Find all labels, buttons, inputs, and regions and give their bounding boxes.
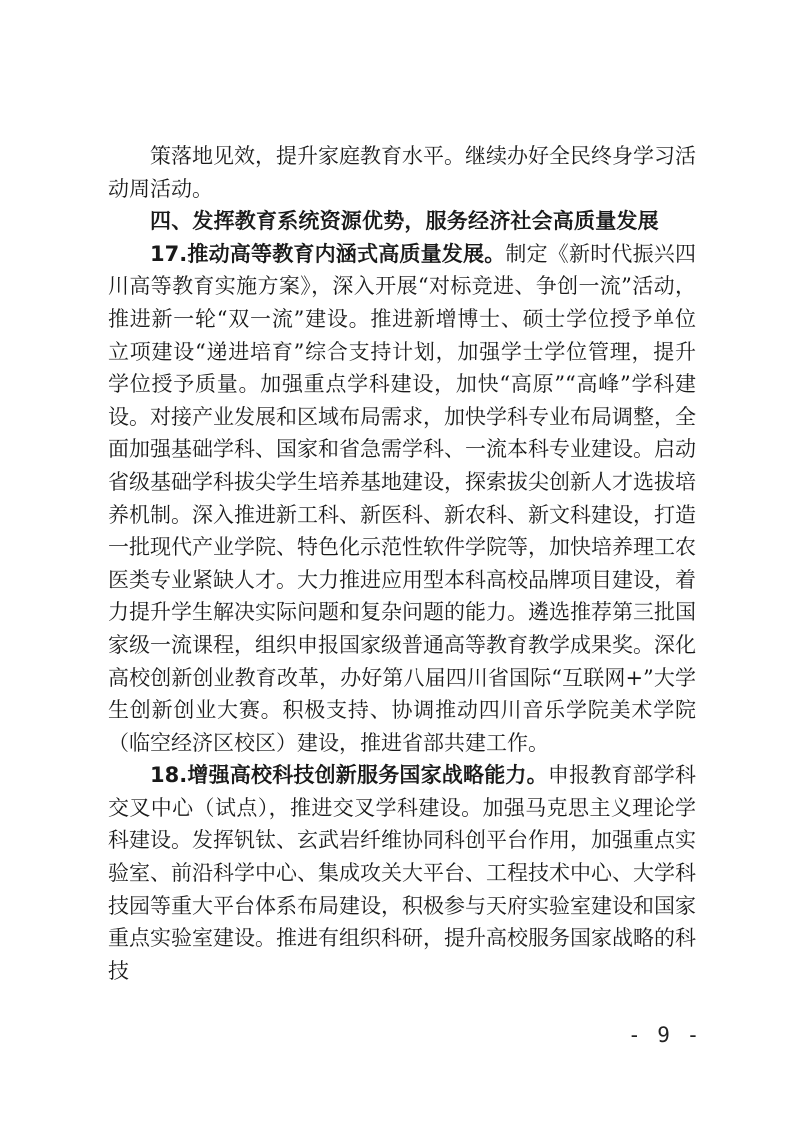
item-17-text: 制定《新时代振兴四川高等教育实施方案》，深入开展“对标竞进、争创一流”活动，推进新一轮“双一流”建设。推进新增博士、硕士学位授予单位立项建设“递进培育”综合支持计划，加强学士学位管理，提升学位授予质量。加强重点学科建设，加快“高原”“高峰”学科建设。对接产业发展和区域布局需求，加快学科专业布局调整，全面加强基础学科、国家和省急需学科、一流本科专业建设。启动省级基础学科拔尖学生培养基地建设，探索拔尖创新人才选拔培养机制。深入推进新工科、新医科、新农科、新文科建设，打造一批现代产业学院、特色化示范性软件学院等，加快培养理工农医类专业紧缺人才。大力推进应用型本科高校品牌项目建设，着力提升学生解决实际问题和复杂问题的能力。遴选推荐第三批国家级一流课程，组织申报国家级普通高等教育教学成果奖。深化高校创新创业教育改革，办好第八届四川省国际“互联网+”大学生创新创业大赛。积极支持、协调推动四川音乐学院美术学院（临空经济区校区）建设，推进省部共建工作。 [108,241,697,755]
section-heading: 四、发挥教育系统资源优势，服务经济社会高质量发展 [150,209,659,234]
item-18-lead: 18.增强高校科技创新服务国家战略能力。 [150,763,548,788]
item-paragraph-18 [108,759,696,987]
continuation-paragraph: 策落地见效，提升家庭教育水平。继续办好全民终身学习活动周活动。 [108,144,696,201]
document-body [108,140,696,987]
item-17-lead: 17.推动高等教育内涵式高质量发展。 [150,241,506,266]
item-18-text: 申报教育部学科交叉中心（试点），推进交叉学科建设。加强马克思主义理论学科建设。发挥钒钛、玄武岩纤维协同科创平台作用，加强重点实验室、前沿科学中心、集成攻关大平台、工程技术中心、大学科技园等重大平台体系布局建设，积极参与天府实验室建设和国家重点实验室建设。推进有组织科研，提升高校服务国家战略的科技 [108,763,697,983]
item-paragraph-17 [108,238,696,760]
page-number: - 9 - [628,1023,702,1047]
